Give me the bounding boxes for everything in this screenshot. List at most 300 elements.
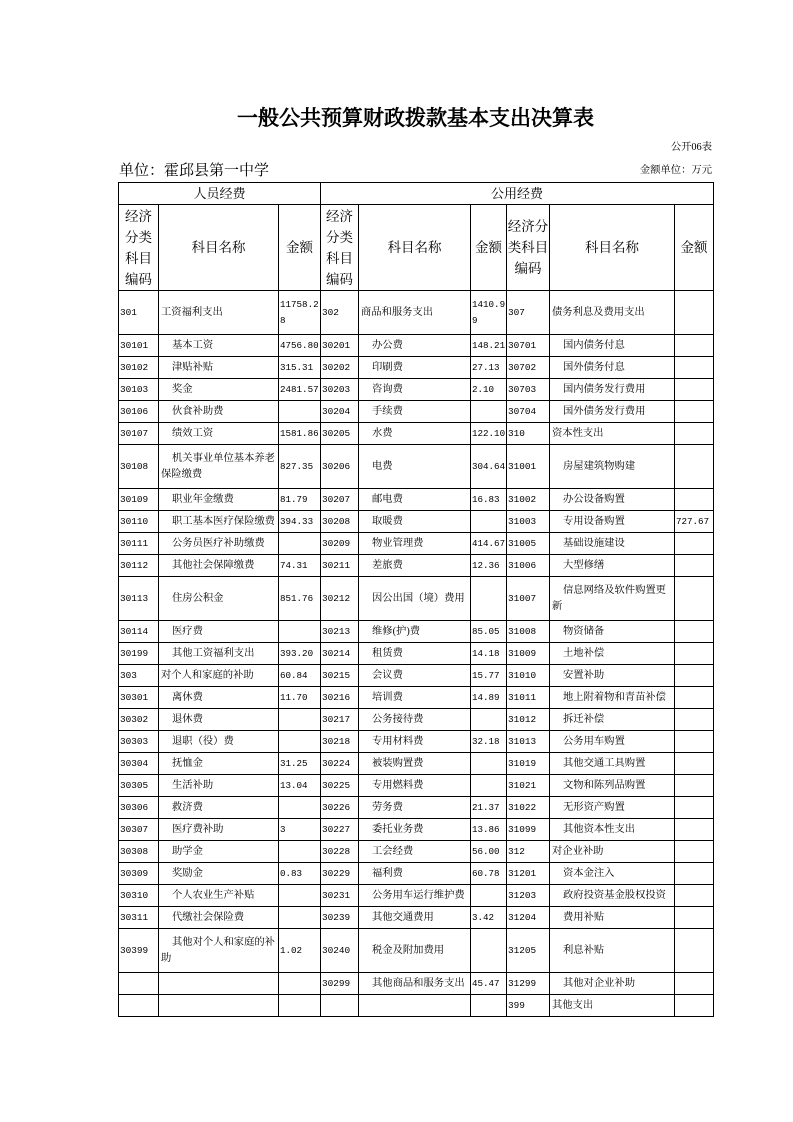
code-cell: 31204: [507, 907, 550, 929]
code-cell: 303: [119, 665, 159, 687]
item-name-cell: 文物和陈列品购置: [550, 775, 675, 797]
code-cell: 30239: [321, 907, 359, 929]
table-row: [119, 995, 714, 1017]
code-cell: 30110: [119, 511, 159, 533]
amount-cell: 32.18: [471, 731, 507, 753]
item-name-cell: [159, 995, 279, 1017]
item-name-cell: 资本金注入: [550, 863, 675, 885]
amount-cell: [279, 885, 321, 907]
amount-cell: [675, 401, 714, 423]
amount-cell: 3: [279, 819, 321, 841]
item-name-cell: 费用补贴: [550, 907, 675, 929]
amount-cell: [675, 995, 714, 1017]
amount-cell: [279, 731, 321, 753]
table-row: [119, 489, 714, 511]
item-name-cell: 生活补助: [159, 775, 279, 797]
code-cell: 30101: [119, 335, 159, 357]
item-name-cell: 职业年金缴费: [159, 489, 279, 511]
code-cell: 30703: [507, 379, 550, 401]
code-cell: 30208: [321, 511, 359, 533]
item-name-cell: 被装购置费: [359, 753, 471, 775]
code-cell: 30114: [119, 621, 159, 643]
code-cell: 30103: [119, 379, 159, 401]
amount-cell: [471, 775, 507, 797]
item-name-cell: 专用材料费: [359, 731, 471, 753]
table-row: [119, 511, 714, 533]
amount-cell: [675, 775, 714, 797]
code-cell: 30304: [119, 753, 159, 775]
amount-cell: [675, 819, 714, 841]
amount-cell: [675, 907, 714, 929]
column-header-name: 科目名称: [550, 205, 675, 291]
code-cell: 30204: [321, 401, 359, 423]
code-cell: 31203: [507, 885, 550, 907]
amount-cell: 727.67: [675, 511, 714, 533]
table-row: [119, 357, 714, 379]
code-cell: [119, 973, 159, 995]
amount-cell: [279, 533, 321, 555]
item-name-cell: 无形资产购置: [550, 797, 675, 819]
table-row: [119, 445, 714, 489]
amount-cell: 31.25: [279, 753, 321, 775]
code-cell: 31022: [507, 797, 550, 819]
item-name-cell: 手续费: [359, 401, 471, 423]
code-cell: 30201: [321, 335, 359, 357]
code-cell: 301: [119, 291, 159, 335]
item-name-cell: 物资储备: [550, 621, 675, 643]
item-name-cell: 租赁费: [359, 643, 471, 665]
item-name-cell: 基本工资: [159, 335, 279, 357]
item-name-cell: 物业管理费: [359, 533, 471, 555]
amount-cell: 122.10: [471, 423, 507, 445]
item-name-cell: 住房公积金: [159, 577, 279, 621]
table-row: [119, 687, 714, 709]
code-cell: 30107: [119, 423, 159, 445]
code-cell: 312: [507, 841, 550, 863]
code-cell: 31019: [507, 753, 550, 775]
item-name-cell: 奖金: [159, 379, 279, 401]
amount-cell: [279, 907, 321, 929]
item-name-cell: 机关事业单位基本养老保险缴费: [159, 445, 279, 489]
table-row: [119, 379, 714, 401]
item-name-cell: 职工基本医疗保险缴费: [159, 511, 279, 533]
code-cell: 30209: [321, 533, 359, 555]
item-name-cell: 办公设备购置: [550, 489, 675, 511]
amount-cell: 1581.86: [279, 423, 321, 445]
item-name-cell: 大型修缮: [550, 555, 675, 577]
item-name-cell: 退休费: [159, 709, 279, 731]
column-header-name: 科目名称: [159, 205, 279, 291]
code-cell: 30231: [321, 885, 359, 907]
code-cell: 30309: [119, 863, 159, 885]
amount-cell: 4756.80: [279, 335, 321, 357]
item-name-cell: 国内债务发行费用: [550, 379, 675, 401]
amount-cell: 15.77: [471, 665, 507, 687]
item-name-cell: [359, 995, 471, 1017]
item-name-cell: 离休费: [159, 687, 279, 709]
item-name-cell: 其他对个人和家庭的补助: [159, 929, 279, 973]
code-cell: 30205: [321, 423, 359, 445]
code-cell: 31205: [507, 929, 550, 973]
amount-cell: [675, 753, 714, 775]
item-name-cell: 津贴补贴: [159, 357, 279, 379]
item-name-cell: 其他对企业补助: [550, 973, 675, 995]
code-cell: 30218: [321, 731, 359, 753]
code-cell: 31002: [507, 489, 550, 511]
amount-cell: [675, 841, 714, 863]
column-header-row: [119, 205, 714, 291]
amount-cell: [279, 973, 321, 995]
code-cell: 30229: [321, 863, 359, 885]
item-name-cell: 邮电费: [359, 489, 471, 511]
code-cell: 31099: [507, 819, 550, 841]
item-name-cell: 其他交通费用: [359, 907, 471, 929]
column-header-amount: 金额: [279, 205, 321, 291]
amount-cell: [675, 709, 714, 731]
amount-cell: [675, 555, 714, 577]
amount-cell: 2.10: [471, 379, 507, 401]
code-cell: 30211: [321, 555, 359, 577]
amount-cell: 827.35: [279, 445, 321, 489]
code-cell: 31021: [507, 775, 550, 797]
item-name-cell: 会议费: [359, 665, 471, 687]
item-name-cell: 维修(护)费: [359, 621, 471, 643]
table-row: [119, 973, 714, 995]
code-cell: 30228: [321, 841, 359, 863]
item-name-cell: 奖励金: [159, 863, 279, 885]
amount-cell: 13.04: [279, 775, 321, 797]
code-cell: 30215: [321, 665, 359, 687]
item-name-cell: 其他工资福利支出: [159, 643, 279, 665]
amount-cell: [675, 643, 714, 665]
code-cell: 30240: [321, 929, 359, 973]
amount-cell: [471, 577, 507, 621]
code-cell: 30227: [321, 819, 359, 841]
code-cell: 399: [507, 995, 550, 1017]
code-cell: 310: [507, 423, 550, 445]
item-name-cell: 对企业补助: [550, 841, 675, 863]
item-name-cell: 劳务费: [359, 797, 471, 819]
table-row: [119, 775, 714, 797]
code-cell: 302: [321, 291, 359, 335]
item-name-cell: 印刷费: [359, 357, 471, 379]
code-cell: 30310: [119, 885, 159, 907]
table-header: [119, 183, 714, 291]
item-name-cell: 安置补助: [550, 665, 675, 687]
item-name-cell: 基础设施建设: [550, 533, 675, 555]
item-name-cell: 因公出国（境）费用: [359, 577, 471, 621]
amount-cell: [675, 577, 714, 621]
code-cell: 30303: [119, 731, 159, 753]
code-cell: 30199: [119, 643, 159, 665]
code-cell: 31001: [507, 445, 550, 489]
amount-cell: 14.89: [471, 687, 507, 709]
item-name-cell: 资本性支出: [550, 423, 675, 445]
code-cell: 30112: [119, 555, 159, 577]
item-name-cell: 公务用车购置: [550, 731, 675, 753]
code-cell: 30109: [119, 489, 159, 511]
amount-cell: [675, 973, 714, 995]
item-name-cell: 助学金: [159, 841, 279, 863]
code-cell: 30225: [321, 775, 359, 797]
item-name-cell: 国外债务付息: [550, 357, 675, 379]
item-name-cell: 伙食补助费: [159, 401, 279, 423]
item-name-cell: 个人农业生产补贴: [159, 885, 279, 907]
amount-cell: 851.76: [279, 577, 321, 621]
column-header-amount: 金额: [471, 205, 507, 291]
item-name-cell: 抚恤金: [159, 753, 279, 775]
item-name-cell: 利息补贴: [550, 929, 675, 973]
code-cell: 30702: [507, 357, 550, 379]
table-row: [119, 643, 714, 665]
table-row: [119, 929, 714, 973]
table-row: [119, 533, 714, 555]
item-name-cell: 国内债务付息: [550, 335, 675, 357]
code-cell: 31009: [507, 643, 550, 665]
item-name-cell: 水费: [359, 423, 471, 445]
amount-cell: 148.21: [471, 335, 507, 357]
code-cell: 31007: [507, 577, 550, 621]
code-cell: 30226: [321, 797, 359, 819]
item-name-cell: 工会经费: [359, 841, 471, 863]
column-header-code: 经济分类科目编码: [507, 205, 550, 291]
amount-cell: 394.33: [279, 511, 321, 533]
amount-cell: 1410.99: [471, 291, 507, 335]
amount-cell: [675, 863, 714, 885]
code-cell: 30305: [119, 775, 159, 797]
amount-cell: [279, 621, 321, 643]
item-name-cell: 办公费: [359, 335, 471, 357]
amount-cell: [675, 291, 714, 335]
item-name-cell: 房屋建筑物购建: [550, 445, 675, 489]
code-cell: 30108: [119, 445, 159, 489]
table-row: [119, 907, 714, 929]
item-name-cell: 税金及附加费用: [359, 929, 471, 973]
code-cell: 30202: [321, 357, 359, 379]
item-name-cell: 差旅费: [359, 555, 471, 577]
item-name-cell: 国外债务发行费用: [550, 401, 675, 423]
amount-cell: 27.13: [471, 357, 507, 379]
amount-cell: [471, 885, 507, 907]
code-cell: 31010: [507, 665, 550, 687]
amount-cell: [675, 665, 714, 687]
page-title: 一般公共预算财政拨款基本支出决算表: [237, 106, 594, 130]
amount-cell: 304.64: [471, 445, 507, 489]
amount-cell: [675, 379, 714, 401]
item-name-cell: 政府投资基金股权投资: [550, 885, 675, 907]
item-name-cell: 取暖费: [359, 511, 471, 533]
code-cell: 30216: [321, 687, 359, 709]
item-name-cell: 拆迁补偿: [550, 709, 675, 731]
amount-cell: [279, 709, 321, 731]
item-name-cell: 公务用车运行维护费: [359, 885, 471, 907]
code-cell: 30102: [119, 357, 159, 379]
item-name-cell: 地上附着物和青苗补偿: [550, 687, 675, 709]
item-name-cell: 退职（役）费: [159, 731, 279, 753]
code-cell: 30207: [321, 489, 359, 511]
item-name-cell: 代缴社会保险费: [159, 907, 279, 929]
item-name-cell: 其他支出: [550, 995, 675, 1017]
item-name-cell: 土地补偿: [550, 643, 675, 665]
item-name-cell: 公务接待费: [359, 709, 471, 731]
public-expense-header: 公用经费: [321, 183, 714, 205]
amount-cell: [675, 445, 714, 489]
table-body: [119, 291, 714, 1017]
code-cell: 31005: [507, 533, 550, 555]
amount-cell: [675, 797, 714, 819]
code-cell: 30311: [119, 907, 159, 929]
personnel-expense-header: 人员经费: [119, 183, 321, 205]
amount-cell: [471, 995, 507, 1017]
item-name-cell: 培训费: [359, 687, 471, 709]
code-cell: 30701: [507, 335, 550, 357]
amount-cell: 85.05: [471, 621, 507, 643]
table-row: [119, 423, 714, 445]
amount-cell: 12.36: [471, 555, 507, 577]
amount-cell: 3.42: [471, 907, 507, 929]
code-cell: 30217: [321, 709, 359, 731]
amount-cell: [675, 489, 714, 511]
code-cell: 31299: [507, 973, 550, 995]
item-name-cell: 对个人和家庭的补助: [159, 665, 279, 687]
form-number: 公开06表: [670, 142, 712, 153]
item-name-cell: 委托业务费: [359, 819, 471, 841]
code-cell: 30308: [119, 841, 159, 863]
amount-cell: [675, 885, 714, 907]
group-header-row: [119, 183, 714, 205]
amount-cell: 60.78: [471, 863, 507, 885]
code-cell: 31011: [507, 687, 550, 709]
amount-cell: 315.31: [279, 357, 321, 379]
amount-cell: 16.83: [471, 489, 507, 511]
item-name-cell: 其他资本性支出: [550, 819, 675, 841]
code-cell: 31006: [507, 555, 550, 577]
amount-cell: 45.47: [471, 973, 507, 995]
code-cell: 31013: [507, 731, 550, 753]
code-cell: 30214: [321, 643, 359, 665]
amount-cell: [279, 401, 321, 423]
item-name-cell: 专用设备购置: [550, 511, 675, 533]
amount-cell: 393.20: [279, 643, 321, 665]
amount-cell: [675, 731, 714, 753]
code-cell: 30206: [321, 445, 359, 489]
amount-cell: [279, 797, 321, 819]
item-name-cell: 专用燃料费: [359, 775, 471, 797]
item-name-cell: 电费: [359, 445, 471, 489]
amount-cell: 13.86: [471, 819, 507, 841]
amount-cell: 81.79: [279, 489, 321, 511]
item-name-cell: 咨询费: [359, 379, 471, 401]
amount-cell: [471, 753, 507, 775]
item-name-cell: 福利费: [359, 863, 471, 885]
code-cell: 30302: [119, 709, 159, 731]
column-header-code: 经济分类科目编码: [321, 205, 359, 291]
table-row: [119, 885, 714, 907]
code-cell: 31201: [507, 863, 550, 885]
amount-cell: [675, 423, 714, 445]
code-cell: 30203: [321, 379, 359, 401]
column-header-name: 科目名称: [359, 205, 471, 291]
amount-cell: 74.31: [279, 555, 321, 577]
amount-unit-label: 金额单位：万元: [639, 165, 712, 176]
code-cell: 30704: [507, 401, 550, 423]
code-cell: 31012: [507, 709, 550, 731]
amount-cell: 2481.57: [279, 379, 321, 401]
item-name-cell: 救济费: [159, 797, 279, 819]
table-row: [119, 797, 714, 819]
amount-cell: 21.37: [471, 797, 507, 819]
item-name-cell: 医疗费补助: [159, 819, 279, 841]
code-cell: 30399: [119, 929, 159, 973]
table-row: [119, 621, 714, 643]
amount-cell: [675, 533, 714, 555]
item-name-cell: 其他社会保障缴费: [159, 555, 279, 577]
amount-cell: [675, 357, 714, 379]
code-cell: 30213: [321, 621, 359, 643]
amount-cell: [675, 335, 714, 357]
expenditure-table: [118, 182, 714, 1017]
amount-cell: [279, 995, 321, 1017]
code-cell: 31003: [507, 511, 550, 533]
item-name-cell: 工资福利支出: [159, 291, 279, 335]
code-cell: 30301: [119, 687, 159, 709]
column-header-code: 经济分类科目编码: [119, 205, 159, 291]
item-name-cell: 其他交通工具购置: [550, 753, 675, 775]
amount-cell: 60.84: [279, 665, 321, 687]
table-row: [119, 555, 714, 577]
amount-cell: [471, 401, 507, 423]
item-name-cell: 其他商品和服务支出: [359, 973, 471, 995]
item-name-cell: 医疗费: [159, 621, 279, 643]
code-cell: [119, 995, 159, 1017]
code-cell: 30111: [119, 533, 159, 555]
item-name-cell: 信息网络及软件购置更新: [550, 577, 675, 621]
amount-cell: [471, 511, 507, 533]
code-cell: 30306: [119, 797, 159, 819]
table-row: [119, 731, 714, 753]
table-row: [119, 841, 714, 863]
table-row: [119, 753, 714, 775]
item-name-cell: [159, 973, 279, 995]
table-row: [119, 665, 714, 687]
item-name-cell: 债务利息及费用支出: [550, 291, 675, 335]
code-cell: 307: [507, 291, 550, 335]
code-cell: 30106: [119, 401, 159, 423]
code-cell: 30113: [119, 577, 159, 621]
code-cell: 30307: [119, 819, 159, 841]
amount-cell: [279, 841, 321, 863]
table-row: [119, 335, 714, 357]
table-row: [119, 819, 714, 841]
amount-cell: [675, 687, 714, 709]
table-row: [119, 863, 714, 885]
item-name-cell: 绩效工资: [159, 423, 279, 445]
amount-cell: 1.02: [279, 929, 321, 973]
amount-cell: 414.67: [471, 533, 507, 555]
amount-cell: 14.18: [471, 643, 507, 665]
amount-cell: [471, 709, 507, 731]
column-header-amount: 金额: [675, 205, 714, 291]
amount-cell: 0.83: [279, 863, 321, 885]
code-cell: 30299: [321, 973, 359, 995]
code-cell: 30224: [321, 753, 359, 775]
amount-cell: [471, 929, 507, 973]
item-name-cell: 商品和服务支出: [359, 291, 471, 335]
table-row: [119, 401, 714, 423]
code-cell: [321, 995, 359, 1017]
code-cell: 30212: [321, 577, 359, 621]
amount-cell: 56.00: [471, 841, 507, 863]
